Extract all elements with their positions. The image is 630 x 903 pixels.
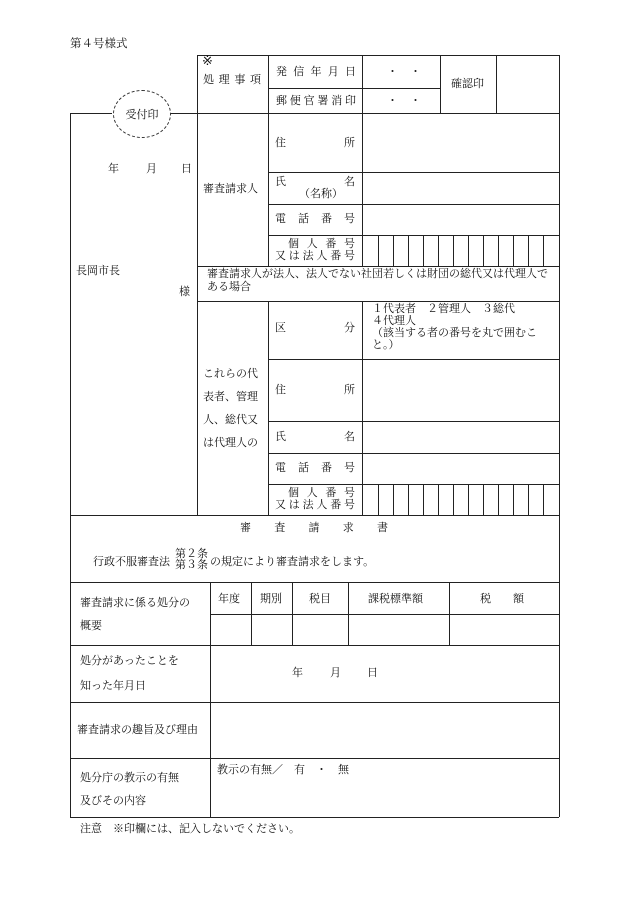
instruction-value[interactable]: 教示の有無／ 有 ・ 無 xyxy=(217,763,349,776)
claimant-name-field[interactable] xyxy=(363,173,558,203)
claimant-address-field[interactable] xyxy=(363,114,558,171)
instruction-label-2: 及びその内容 xyxy=(80,794,146,807)
claimant-id-label-1: 個人番号 xyxy=(288,237,355,250)
receipt-stamp-circle xyxy=(113,90,171,138)
rep-address-field[interactable] xyxy=(363,360,558,420)
document-title: 審査請求書 xyxy=(240,521,388,534)
claimant-name-sub: （名称） xyxy=(299,187,343,200)
declaration-prefix: 行政不服審査法 xyxy=(93,555,170,568)
declaration-suffix: の規定により審査請求をします。 xyxy=(210,555,375,568)
known-date-label-1: 処分があったことを xyxy=(80,654,179,667)
rep-title: これらの代 表者、管理 人、総代又 は代理人の xyxy=(203,367,258,449)
postmark-label: 郵便官署消印 xyxy=(276,94,356,107)
confirm-stamp-box[interactable] xyxy=(497,56,558,112)
rep-phone-label: 電話番号 xyxy=(275,461,355,474)
disposition-item-field[interactable] xyxy=(293,615,347,644)
col-period-header: 期別 xyxy=(260,592,282,605)
disposition-label-2: 概要 xyxy=(80,619,102,632)
reason-field[interactable] xyxy=(211,703,558,757)
claimant-id-number-field[interactable] xyxy=(363,236,558,265)
instruction-label-1: 処分庁の教示の有無 xyxy=(80,771,179,784)
disposition-tax-field[interactable] xyxy=(450,615,558,644)
col-item-header: 税目 xyxy=(309,592,331,605)
corporate-note: 審査請求人が法人、法人でない社団若しくは財団の総代又は代理人である場合 xyxy=(207,267,548,293)
declaration-articles[interactable]: 第２条 第３条 xyxy=(175,547,208,571)
disposition-year-field[interactable] xyxy=(211,615,250,644)
rep-name-label: 氏名 xyxy=(275,430,355,443)
form-number: 第４号様式 xyxy=(70,36,128,50)
claimant-phone-field[interactable] xyxy=(363,205,558,234)
claimant-name-label: 氏名 xyxy=(275,175,355,188)
rep-id-label-1: 個人番号 xyxy=(288,486,355,499)
receipt-stamp-label: 受付印 xyxy=(125,108,159,121)
footnote: 注意 ※印欄には、記入しないでください。 xyxy=(80,822,300,835)
col-base-header: 課税標準額 xyxy=(368,592,423,605)
rep-phone-field[interactable] xyxy=(363,454,558,483)
known-date-label-2: 知った年月日 xyxy=(80,679,146,692)
send-date-label: 発信年月日 xyxy=(276,65,356,78)
rep-id-number-field[interactable] xyxy=(363,485,558,514)
rep-name-field[interactable] xyxy=(363,422,558,452)
confirm-label: 確認印 xyxy=(451,77,484,90)
disposition-label-1: 審査請求に係る処分の xyxy=(80,596,190,609)
send-date-field[interactable]: ・・ xyxy=(387,65,433,78)
col-tax-header: 税 額 xyxy=(480,592,524,605)
rep-kubun-options[interactable]: １代表者 ２管理人 ３総代 ４代理人 （該当する者の番号を丸で囲むこ と。） xyxy=(372,302,537,351)
rep-kubun-label: 区分 xyxy=(275,321,355,334)
rep-id-label-2: 又は法人番号 xyxy=(275,498,355,511)
rep-address-label: 住所 xyxy=(275,383,355,396)
claimant-phone-label: 電話番号 xyxy=(275,212,355,225)
col-year-header: 年度 xyxy=(218,592,240,605)
claimant-title: 審査請求人 xyxy=(203,182,258,195)
processing-label: 処理事項 xyxy=(203,73,261,86)
postmark-field[interactable]: ・・ xyxy=(387,94,433,107)
claimant-address-label: 住所 xyxy=(275,136,355,149)
addressee-honorific: 様 xyxy=(179,285,190,298)
addressee-name: 長岡市長 xyxy=(76,264,120,277)
disposition-base-field[interactable] xyxy=(349,615,448,644)
claimant-id-label-2: 又は法人番号 xyxy=(275,249,355,262)
office-use-mark: ※ xyxy=(202,54,213,69)
reason-label: 審査請求の趣旨及び理由 xyxy=(77,723,198,736)
disposition-period-field[interactable] xyxy=(252,615,291,644)
